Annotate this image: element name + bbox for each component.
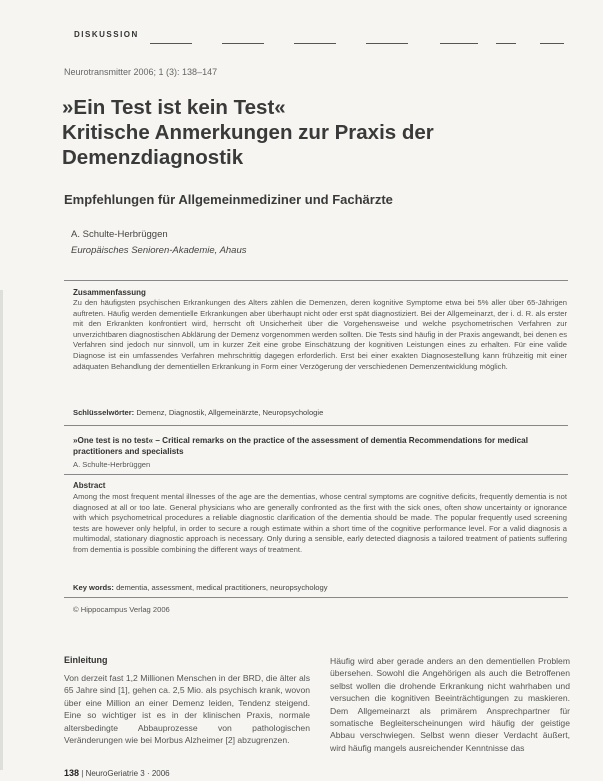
article-subtitle: Empfehlungen für Allgemeinmediziner und Fachärzte bbox=[64, 192, 393, 207]
title-line: Kritische Anmerkungen zur Praxis der bbox=[62, 121, 434, 144]
header-rule bbox=[366, 43, 408, 44]
affiliation: Europäisches Senioren-Akademie, Ahaus bbox=[71, 245, 247, 256]
authors: A. Schulte-Herbrüggen bbox=[71, 229, 168, 240]
journal-name: NeuroGeriatrie 3 · 2006 bbox=[85, 769, 170, 778]
copyright: © Hippocampus Verlag 2006 bbox=[73, 605, 170, 614]
keywords-value: dementia, assessment, medical practitioners, neuropsychology bbox=[116, 583, 328, 592]
title-line: Demenzdiagnostik bbox=[62, 146, 244, 169]
page-number: 138 bbox=[64, 768, 80, 778]
divider bbox=[64, 425, 568, 426]
divider bbox=[64, 474, 568, 475]
section-label: DISKUSSION bbox=[74, 30, 139, 39]
abstract-de-heading: Zusammenfassung bbox=[73, 288, 146, 297]
abstract-en-text: Among the most frequent mental illnesses of the age are the dementias, whose central symptoms are cognitive deficits, frequently dementia is not diagnosed at all or too late. General physicians who are generally confronted as the first with the sick ones, often show uncertainty or ignorance with which psychometrical procedures a reliable diagnostic clarification of the dementia should be made. The popular frequently used screening tests are however only helpful, in order to secure a rough estimate within a short time of the cognitive performance level. For a valid diagnosis a multimodal, stationary diagnostic approach is necessary. Only during a sensible, early detected diagnosis a tailored treatment of patients suffering from dementia is possible combining the different ways of treatment. bbox=[73, 492, 567, 554]
body-right-column: Häufig wird aber gerade anders an den dementiellen Problem übersehen. Sowohl die Angehörigen als auch die Betroffenen selbst wollen die drohende Erkrankung nicht wahrhaben und versuchen die kognitiven Beeinträchtigungen zu maskieren. Dem Allgemeinarzt als primärem Ansprechpartner für somatische Begleiterscheinungen wird häufig der geistige Abbau verschwiegen. Selbst wenn dieser Verdacht äußert, wird häufig mangels ausreichender Kenntnisse das bbox=[330, 656, 570, 753]
header-rule bbox=[294, 43, 336, 44]
abstract-en-keywords bbox=[73, 583, 567, 592]
abstract-en-author: A. Schulte-Herbrüggen bbox=[73, 460, 151, 469]
title-line: »Ein Test ist kein Test« bbox=[62, 96, 286, 119]
body-left-column: Von derzeit fast 1,2 Millionen Menschen in der BRD, die älter als 65 Jahre sind [1], gehen ca. 2,5 Mio. als psychisch krank, wovon über eine Million an einer Demenz leiden, Tendenz steigend. Eine so wichtiger ist es in der klinischen Praxis, normale altersbedingte Abbauprozesse von pathologischen Veränderungen wie bei Morbus Alzheimer [2] abzugrenzen. bbox=[64, 673, 310, 746]
keywords-value: Demenz, Diagnostik, Allgemeinärzte, Neuropsychologie bbox=[136, 408, 324, 417]
page-footer: 138 | NeuroGeriatrie 3 · 2006 bbox=[64, 768, 170, 778]
header-rule bbox=[540, 43, 564, 44]
section-heading: Einleitung bbox=[64, 655, 108, 665]
header-rule bbox=[496, 43, 516, 44]
divider bbox=[64, 597, 568, 598]
scan-edge-shadow bbox=[0, 290, 3, 770]
divider bbox=[64, 280, 568, 281]
header-rule bbox=[150, 43, 192, 44]
citation: Neurotransmitter 2006; 1 (3): 138–147 bbox=[64, 67, 218, 77]
article-title bbox=[62, 95, 532, 170]
header-rule bbox=[222, 43, 264, 44]
abstract-de-text: Zu den häufigsten psychischen Erkrankungen des Alters zählen die Demenzen, deren kognitive Symptome etwa bei 5% aller über 65-Jährigen auftreten. Häufig werden dementielle Erkrankungen aber überhaupt nicht oder erst spät diagnostiziert. Bei der Allgemeinarzt, der i. d. R. als erster mit den Erkrankten konfrontiert wird, herrscht oft Unsicherheit über die Vorgehensweise und welche psychometrischen Verfahren zur unverzichtbaren diagnostischen Abklärung der Demenz vorgenommen werden sollten. Die Tests sind häufig in der Praxis angewandt, bei denen es Verfahren sind jedoch nur sinnvoll, um in kurzer Zeit eine grobe Einschätzung der kognitiven Leistungen eines zu erhalten. Für eine valide Diagnose ist ein umfassendes Verfahren mehrschrittig dagegen erforderlich. Erst bei einer exakten Diagnosestellung kann frühzeitig mit einer adäquaten Behandlung der dementiellen Erkrankung in Form einer Verzögerung der verschiedenen Demenzentwicklung möglich. bbox=[73, 298, 567, 371]
header-rule bbox=[440, 43, 478, 44]
keywords-label: Schlüsselwörter: bbox=[73, 408, 135, 417]
abstract-en-heading: Abstract bbox=[73, 481, 106, 490]
abstract-de-keywords bbox=[73, 408, 567, 417]
keywords-label: Key words: bbox=[73, 583, 114, 592]
abstract-en-title: »One test is no test« – Critical remarks on the practice of the assessment of dementia Recommendations for medical practitioners and specialists bbox=[73, 436, 529, 456]
